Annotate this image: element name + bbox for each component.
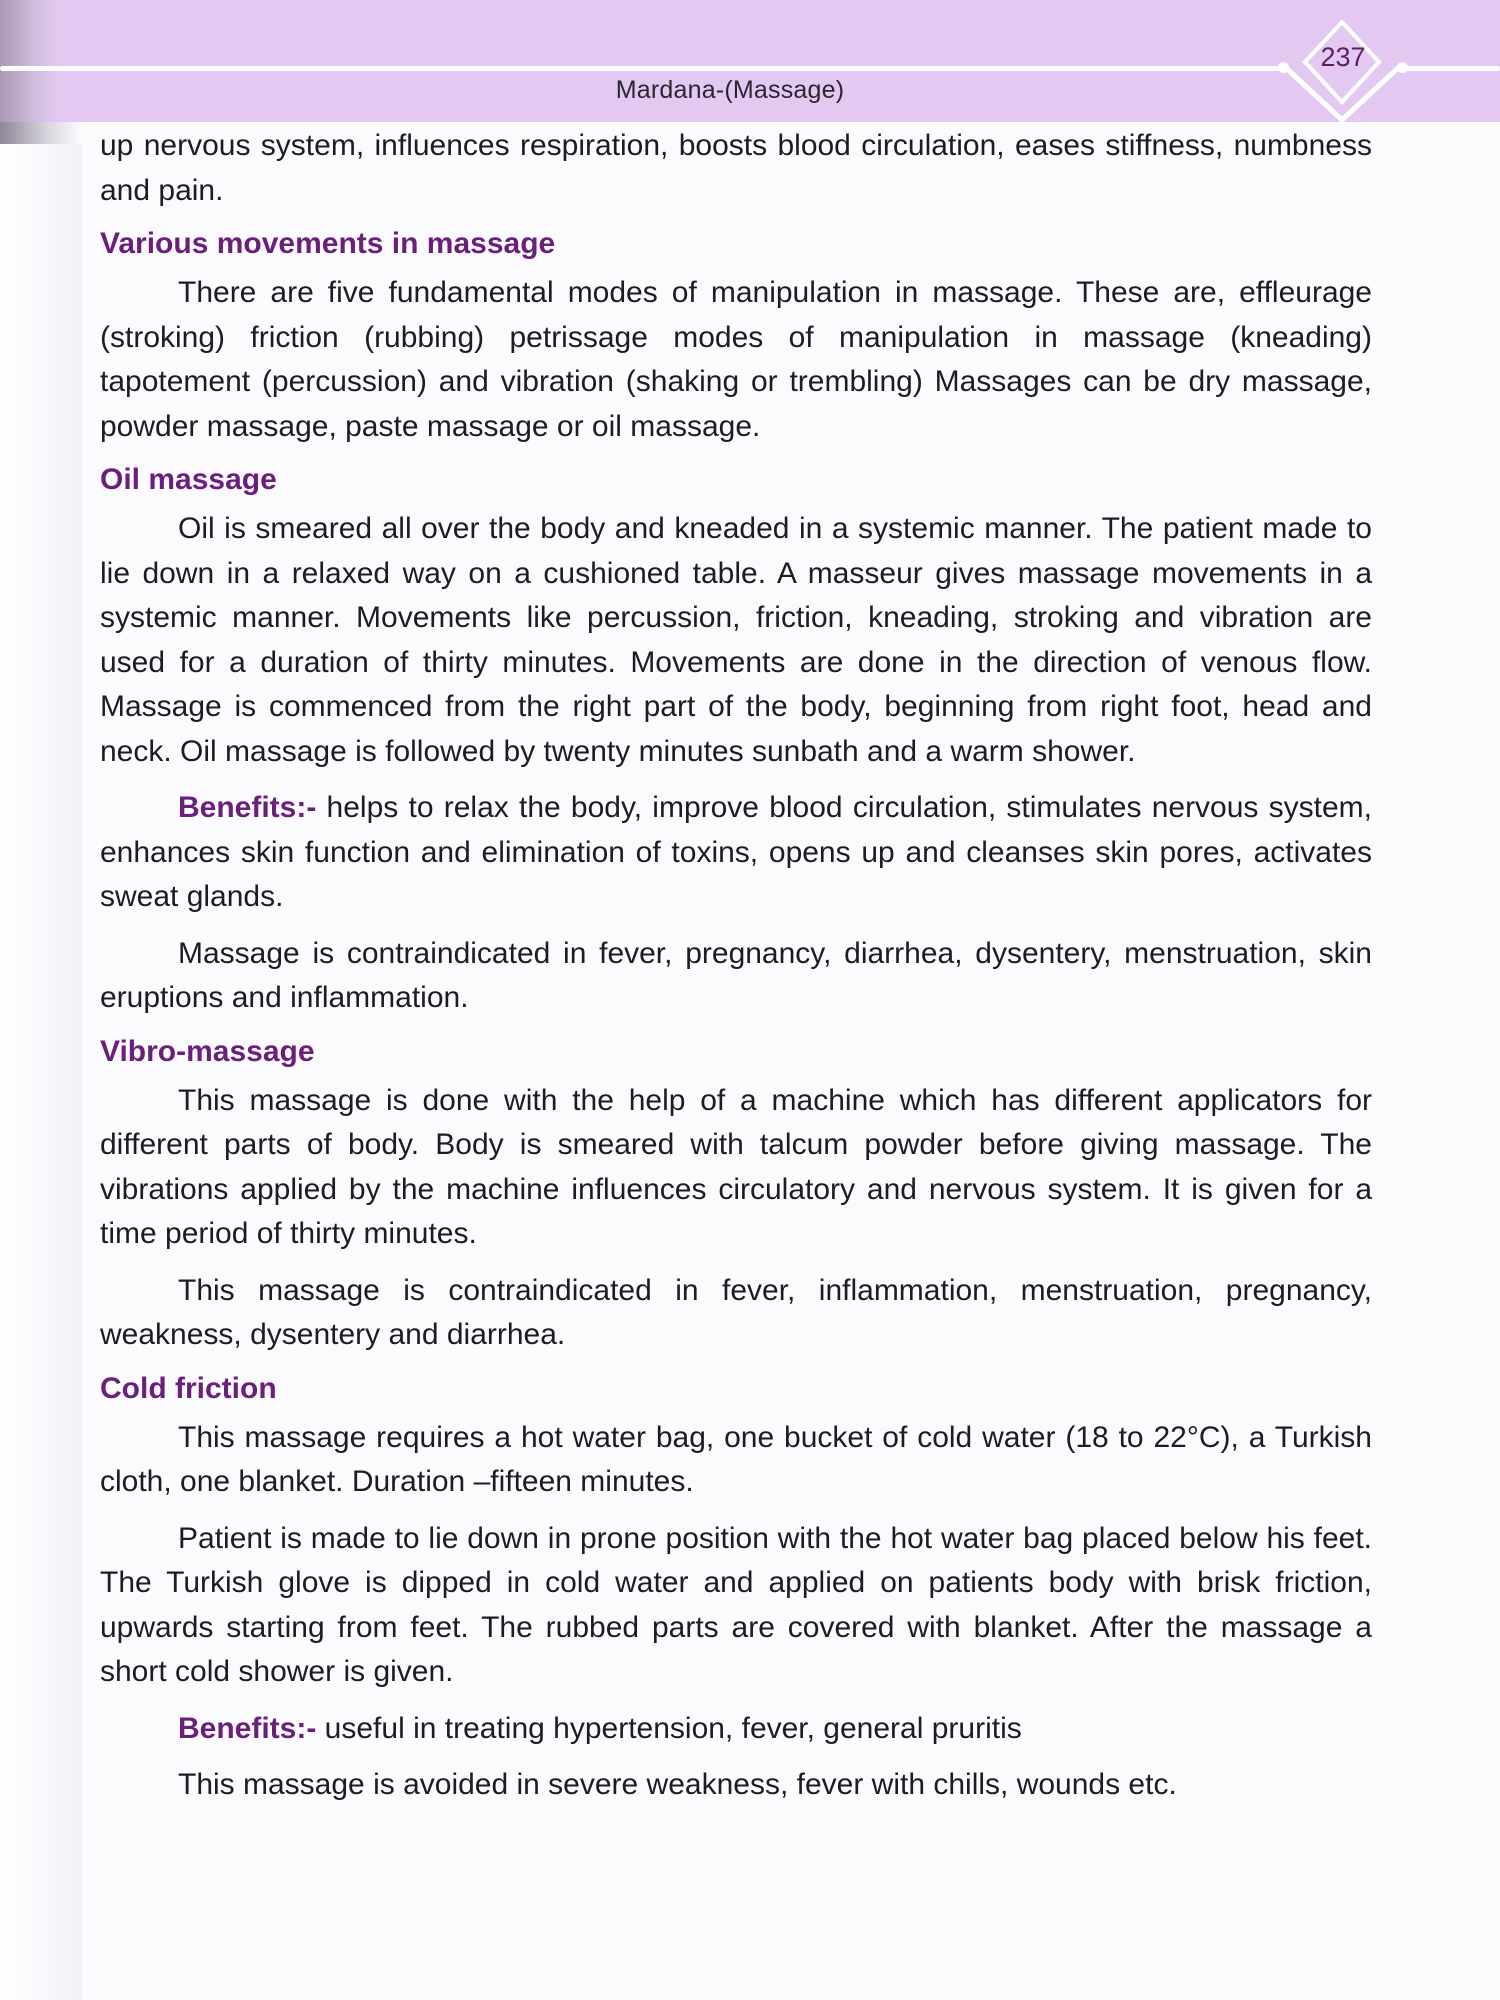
- benefits-label: Benefits:-: [178, 791, 317, 824]
- paragraph: This massage requires a hot water bag, one bucket of cold water (18 to 22°C), a Turkish cloth, one blanket. Duration –fifteen minutes.: [100, 1420, 1372, 1498]
- section-heading: Oil massage: [100, 463, 277, 496]
- benefits-paragraph: [100, 1707, 1372, 1752]
- paragraph: up nervous system, influences respiration, boosts blood circulation, eases stiffness, numbness and pain.: [100, 129, 1372, 207]
- paragraph: There are five fundamental modes of manipulation in massage. These are, effleurage (stroking) friction (rubbing) petrissage modes of manipulation in massage (kneading) tapotement (percussion) and vibration (shaking or trembling) Massages can be dry massage, powder massage, paste massage or oil massage.: [100, 276, 1372, 443]
- section-heading: Vibro-massage: [100, 1034, 315, 1068]
- header-rule-right: [1400, 66, 1500, 71]
- benefits-paragraph: [100, 786, 1372, 920]
- running-title: Mardana-(Massage): [615, 76, 845, 104]
- benefits-text: useful in treating hypertension, fever, general pruritis: [316, 1711, 1022, 1745]
- contraindication-paragraph: This massage is avoided in severe weakness, fever with chills, wounds etc.: [178, 1768, 1177, 1801]
- paragraph: Oil is smeared all over the body and kneaded in a systemic manner. The patient made to lie down in a relaxed way on a cushioned table. A masseur gives massage movements in a systemic manner. Movements like percussion, friction, kneading, stroking and vibration are used for a duration of thirty minutes. Movements are done in the direction of venous flow. Massage is commenced from the right part of the body, beginning from right foot, head and neck. Oil massage is followed by twenty minutes sunbath and a warm shower.: [100, 512, 1372, 768]
- paragraph: Patient is made to lie down in prone position with the hot water bag placed below his feet. The Turkish glove is dipped in cold water and applied on patients body with brisk friction, upwards starting from feet. The rubbed parts are covered with blanket. After the massage a short cold shower is given.: [100, 1521, 1372, 1688]
- benefits-label: Benefits:-: [178, 1711, 317, 1745]
- contraindication-paragraph: Massage is contraindicated in fever, pregnancy, diarrhea, dysentery, menstruation, skin eruptions and inflammation.: [100, 936, 1372, 1014]
- page-number: 237: [1320, 42, 1366, 72]
- section-heading: Various movements in massage: [100, 227, 556, 260]
- page-body: [100, 124, 1372, 1808]
- benefits-text: helps to relax the body, improve blood circulation, stimulates nervous system, enhances skin function and elimination of toxins, opens up and cleanses skin pores, activates sweat glands.: [100, 791, 1372, 913]
- paragraph: This massage is contraindicated in fever, inflammation, menstruation, pregnancy, weakness, dysentery and diarrhea.: [100, 1273, 1372, 1351]
- header-rule-left: [0, 66, 1284, 71]
- paragraph: This massage is done with the help of a machine which has different applicators for different parts of body. Body is smeared with talcum powder before giving massage. The vibrations applied by the machine influences circulatory and nervous system. It is given for a time period of thirty minutes.: [100, 1083, 1372, 1250]
- left-margin: [0, 144, 82, 2000]
- section-heading: Cold friction: [100, 1371, 277, 1405]
- page-edge-shadow-lower: [0, 122, 80, 144]
